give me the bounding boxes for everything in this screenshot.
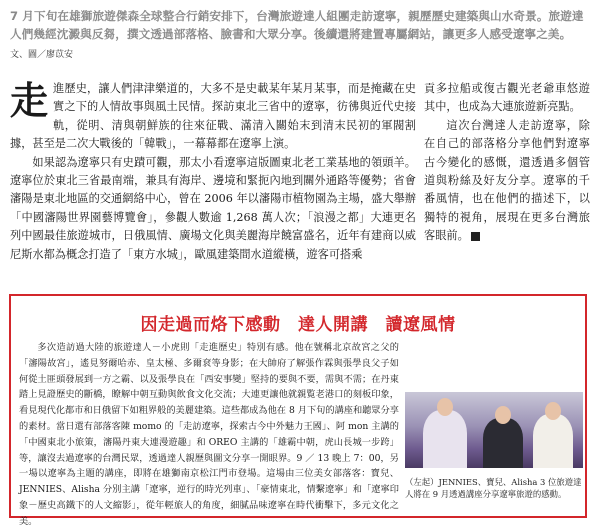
person-middle: [483, 418, 523, 468]
face-left: [437, 398, 453, 416]
article-paragraph-1: [10, 80, 416, 154]
side-paragraph-2-text: 這次台灣達人走訪遼寧，除在自己的部落格分享他們對遼寧古今變化的感慨，還透過多個管道與粉絲及好友分享。遼寧的千番風情，也在他們的描述下，以獨特的視角，展現在更多台灣旅客眼前。: [424, 118, 590, 243]
side-paragraph-2: [424, 117, 590, 246]
byline: 文、圖／廖苡安: [10, 50, 74, 60]
side-column: [424, 80, 590, 246]
photo-caption: （左起）JENNIES、寶兒、Alisha 3 位旅遊達人將在 9 月透過講座分享遼寧旅遊的感動。: [405, 477, 582, 499]
face-middle: [495, 406, 511, 424]
box-body-text: 多次造訪過大陸的旅遊達人－小虎則「走進歷史」特別有感。他在號稱北京故宮之父的「瀋陽故宮」，遙見努爾哈赤、皇太極、多爾袞等身影；在大帥府了解張作霖與張學良父子如何從土匪頭發展到一方之霸、以及張學良在「西安事變」堅持的要與不要，需與不需；在丹東踏上見證歷史的斷橋，瞭解中朝互動與飲食文化交流；大連更讓他就親覧老港口的刻板印象，看見現代化都市和日俄留下如粗界般的美麗建築。這些都成為他在 8 月下旬的講座和聽眾分享的素材。當日還有部落客陳 momo 的「走訪遼寧，探索古今中外魅力王國」、阿 mon 主講的「中國東北小旅策，瀋陽丹東大連漫遊趣」和 OREO 主講的「雄霸中朝，虎山長城一步跨」等，讓沒去過遼寧的台灣民眾，透過達人親歷與圖文分享一開眼界。9 ／ 13 晚上 7：00，另一場以遼寧為主題的講座，即將在雄獅南京松江門市登場。這場由三位美女部落客：寶兒、JENNIES、Alisha 分別主講「遼寧，逆行的時光列車」、「豪情東北，情繫遼寧」和「遼寧印象－歷史高鐵下的人文縮影」，從年輕旅人的角度，細膩品味遼寧在時代衝擊下，多元文化之美。: [19, 342, 399, 527]
side-paragraph-1: 貢多拉船或復古觀光老爺車悠遊其中，也成為大連旅遊新亮點。: [424, 82, 590, 114]
article-paragraph-1-text: 進歷史，讓人們津津樂道的，大多不是史載某年某月某事，而是掩藏在史實之下的人情故事與風土民情。探訪東北三省中的遼寧，彷彿與近代史接軌，從明、清與朝鮮族的往來征戰、滿清入關始末到清末民初的軍閥割據，甚至是二次大戰後的「韓戰」，一幕幕都在遼寧上演。: [10, 82, 416, 151]
drop-cap: 走: [10, 79, 49, 123]
face-right: [545, 402, 561, 420]
article-paragraph-2: 如果認為遼寧只有史蹟可觀，那太小看遼寧這版圖東北老工業基地的領頭羊。遼寧位於東北三省最南端，兼具有海岸、邊境和緊扼內地到關外通路等優勢；省會瀋陽是東北地區的交通網絡中心，曾在 2006 年以瀋陽市植物園為主場，盛大舉辦「中國瀋陽世界園藝博覽會」，參觀人數逾 1,268 萬人次；「浪漫之都」大連更名列中國最佳旅遊城市，日俄風情、廣場文化與美麗海岸饒富盛名，近年有建商以威尼斯水都為概念打造了「東方水城」，歐風建築間水道縱橫，遊客可搭乘: [10, 155, 416, 261]
bloggers-photo: [405, 392, 583, 468]
main-article: [10, 80, 416, 264]
end-mark-icon: 图: [471, 232, 480, 241]
sidebar-box: [9, 294, 587, 527]
person-left: [423, 410, 467, 468]
lead-paragraph: 7 月下旬在雄獅旅遊傑森全球整合行銷安排下，台灣旅遊達人組團走訪遼寧，親歷歷史建築與山水奇景。旅遊達人們幾經沈澱與反芻，撰文透過部落格、臉書和大眾分享。後續還將建置專屬網站，讓更多人感受遼寧之美。: [10, 9, 584, 41]
person-right: [533, 414, 573, 468]
box-title: 因走過而烙下感動 達人開講 讀遼風情: [140, 315, 456, 335]
